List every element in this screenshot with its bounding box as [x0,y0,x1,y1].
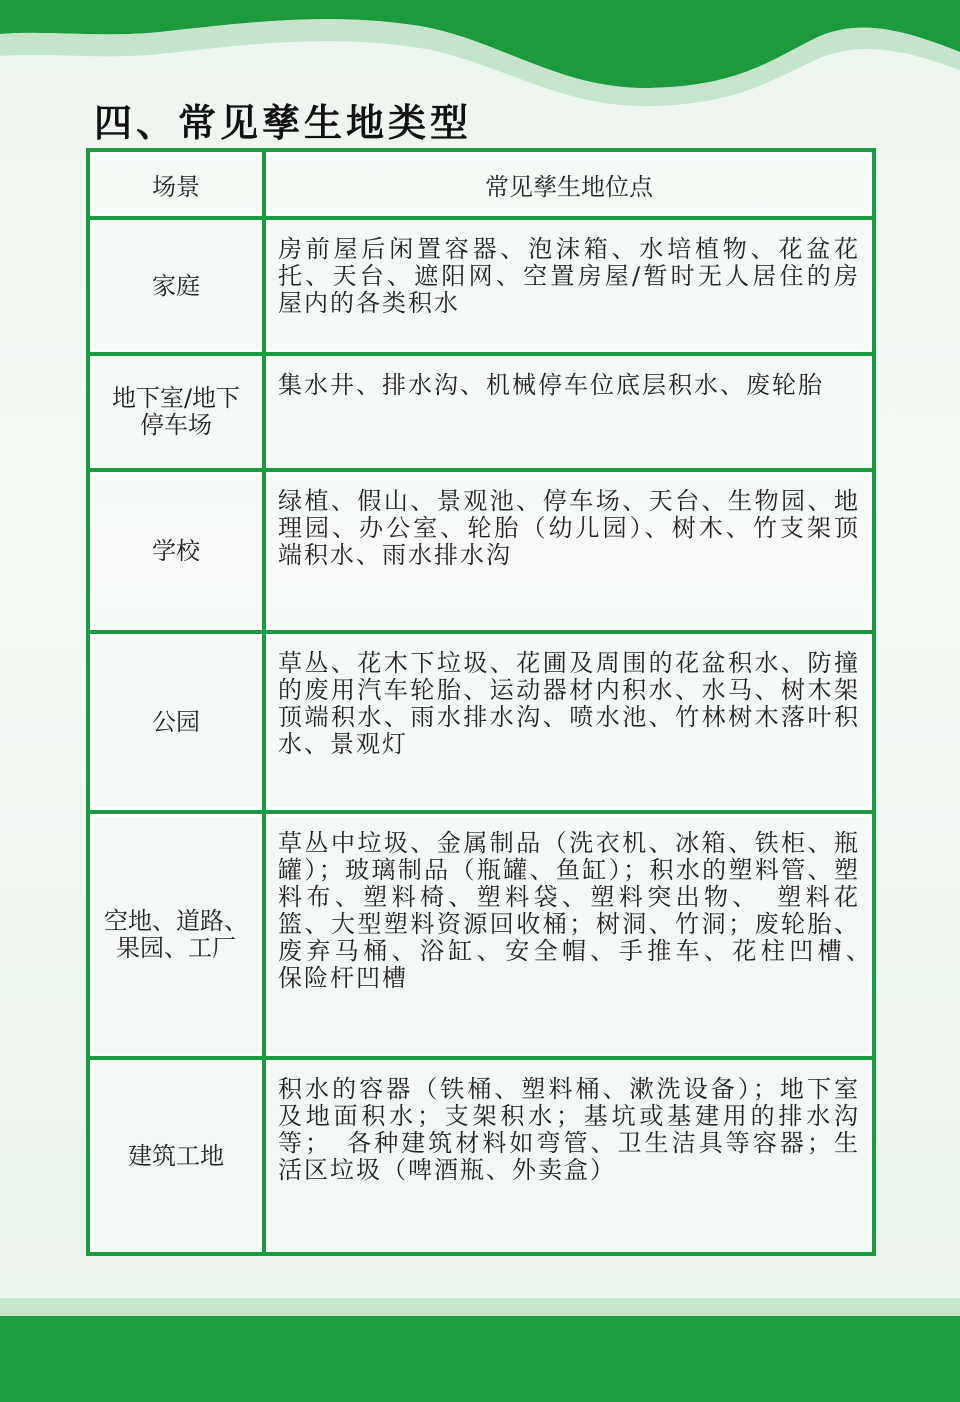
sites-cell: 房前屋后闲置容器、泡沫箱、水培植物、花盆花托、天台、遮阳网、空置房屋/暂时无人居住的房屋内的各类积水 [264,218,874,354]
bottom-green-band [0,1316,960,1402]
table-row [88,218,874,354]
sites-cell: 草丛、花木下垃圾、花圃及周围的花盆积水、防撞的废用汽车轮胎、运动器材内积水、水马、树木架顶端积水、雨水排水沟、喷水池、竹林树木落叶积水、景观灯 [264,632,874,812]
bottom-light-stripe [0,1298,960,1316]
scene-cell: 学校 [88,470,264,632]
scene-cell: 地下室/地下停车场 [88,354,264,470]
habitat-table-container [86,148,886,1254]
table-row [88,812,874,1058]
table-row [88,354,874,470]
sites-cell: 集水井、排水沟、机械停车位底层积水、废轮胎 [264,354,874,470]
scene-cell: 空地、道路、果园、工厂 [88,812,264,1058]
scene-cell: 建筑工地 [88,1058,264,1254]
table-header-row [88,150,874,218]
header-sites: 常见孳生地位点 [264,150,874,218]
habitat-table [86,148,886,1256]
scene-cell: 家庭 [88,218,264,354]
sites-cell: 草丛中垃圾、金属制品（洗衣机、冰箱、铁柜、瓶罐）；玻璃制品（瓶罐、鱼缸）；积水的塑料管、塑料布、塑料椅、塑料袋、塑料突出物、 塑料花篮、大型塑料资源回收桶；树洞、竹洞；废轮胎、废弃马桶、浴缸、安全帽、手推车、花柱凹槽、 保险杆凹槽 [264,812,874,1058]
sites-cell: 积水的容器（铁桶、塑料桶、漱洗设备）；地下室及地面积水；支架积水；基坑或基建用的排水沟等； 各种建筑材料如弯管、卫生洁具等容器；生活区垃圾（啤酒瓶、外卖盒） [264,1058,874,1254]
table-row [88,470,874,632]
sites-cell: 绿植、假山、景观池、停车场、天台、生物园、地理园、办公室、轮胎（幼儿园）、树木、竹支架顶端积水、雨水排水沟 [264,470,874,632]
scene-cell: 公园 [88,632,264,812]
table-row [88,1058,874,1254]
table-row [88,632,874,812]
page-title: 四、常见孳生地类型 [94,100,473,145]
header-scene: 场景 [88,150,264,218]
